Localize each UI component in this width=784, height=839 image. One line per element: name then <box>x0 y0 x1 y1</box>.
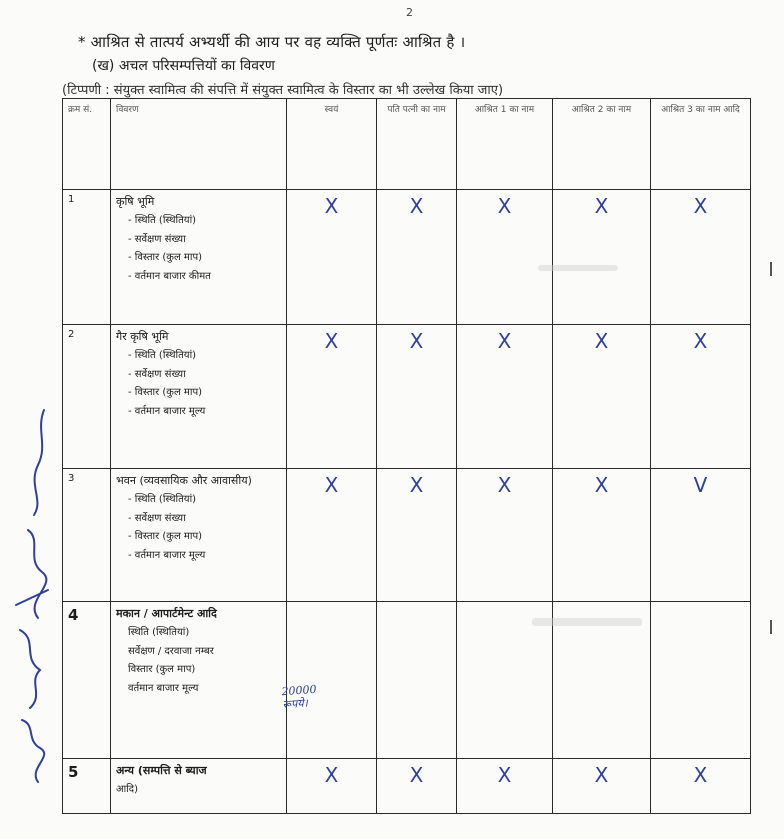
mark-dependent-3: X <box>651 325 751 469</box>
row-description <box>111 602 287 759</box>
scan-edge-mark <box>770 262 772 276</box>
row-item: - सर्वेक्षण संख्या <box>128 512 186 524</box>
row-item: विस्तार (कुल माप) <box>128 664 196 675</box>
row-serial: 2 <box>63 325 111 469</box>
row-item: - सर्वेक्षण संख्या <box>128 368 186 380</box>
row-title: अन्य (सम्पत्ति से ब्याज <box>116 764 207 777</box>
row-serial: 1 <box>63 190 111 325</box>
mark-dependent-1: X <box>457 469 553 602</box>
scan-smudge <box>538 265 618 271</box>
row-description <box>111 190 287 325</box>
mark-dependent-2: X <box>553 325 651 469</box>
row-item: - वर्तमान बाजार कीमत <box>128 270 211 282</box>
header-description: विवरण <box>111 99 287 190</box>
row-item: सर्वेक्षण / दरवाजा नम्बर <box>128 645 214 657</box>
row-item: - स्थिति (स्थितियां) <box>128 350 197 361</box>
mark-spouse <box>377 602 457 759</box>
table-row <box>63 190 751 325</box>
mark-dependent-2: X <box>553 469 651 602</box>
mark-self: X <box>287 190 377 325</box>
header-serial: क्रम सं. <box>63 99 111 190</box>
dependent-note: * आश्रित से तात्पर्य अभ्यर्थी की आय पर वह व्यक्ति पूर्णतः आश्रित है । <box>78 33 466 51</box>
row-description <box>111 325 287 469</box>
immovable-assets-table <box>62 98 751 814</box>
mark-dependent-1: X <box>457 759 553 814</box>
table-row <box>63 325 751 469</box>
handwritten-value <box>281 683 318 712</box>
handwritten-value-unit: रूपये। <box>282 696 309 712</box>
mark-dependent-2: X <box>553 190 651 325</box>
table-header-row <box>63 99 751 190</box>
row-title: कृषि भूमि <box>116 195 155 208</box>
row-item: - विस्तार (कुल माप) <box>128 387 203 398</box>
row-item: - वर्तमान बाजार मूल्य <box>128 549 206 561</box>
mark-spouse: X <box>377 469 457 602</box>
mark-self: X <box>287 469 377 602</box>
row-item: स्थिति (स्थितियां) <box>128 627 190 638</box>
scan-smudge <box>532 618 642 626</box>
row-item: - विस्तार (कुल माप) <box>128 252 203 263</box>
mark-dependent-1: X <box>457 190 553 325</box>
mark-spouse: X <box>377 325 457 469</box>
mark-self <box>287 602 377 759</box>
row-item: - वर्तमान बाजार मूल्य <box>128 405 206 417</box>
mark-spouse: X <box>377 190 457 325</box>
row-serial: 3 <box>63 469 111 602</box>
row-item: - विस्तार (कुल माप) <box>128 531 203 542</box>
header-dependent-1: आश्रित 1 का नाम <box>457 99 553 190</box>
header-dependent-2: आश्रित 2 का नाम <box>553 99 651 190</box>
header-self: स्वयं <box>287 99 377 190</box>
row-serial: 5 <box>63 759 111 814</box>
section-title: (ख) अचल परिसम्पत्तियों का विवरण <box>92 58 275 74</box>
mark-self: X <box>287 759 377 814</box>
mark-dependent-3: X <box>651 190 751 325</box>
mark-self: X <box>287 325 377 469</box>
table-row <box>63 602 751 759</box>
row-title: मकान / आपार्टमेन्ट आदि <box>116 607 217 620</box>
header-spouse: पति पत्नी का नाम <box>377 99 457 190</box>
row-description <box>111 759 287 814</box>
row-item: आदि) <box>116 784 139 795</box>
handwritten-value-amount: 20000 <box>281 682 317 699</box>
table-row <box>63 469 751 602</box>
row-title: गैर कृषि भूमि <box>116 330 169 343</box>
scan-edge-mark <box>770 620 772 634</box>
mark-dependent-2: X <box>553 759 651 814</box>
row-item: - स्थिति (स्थितियां) <box>128 215 197 226</box>
mark-dependent-1: X <box>457 325 553 469</box>
row-item: वर्तमान बाजार मूल्य <box>128 682 199 694</box>
handwritten-signature-icon <box>8 390 58 790</box>
mark-spouse: X <box>377 759 457 814</box>
row-item: - स्थिति (स्थितियां) <box>128 494 197 505</box>
header-dependent-3: आश्रित 3 का नाम आदि <box>651 99 751 190</box>
page-number: 2 <box>406 6 413 19</box>
row-description <box>111 469 287 602</box>
mark-dependent-3: X <box>651 759 751 814</box>
table-row <box>63 759 751 814</box>
row-serial: 4 <box>63 602 111 759</box>
mark-dependent-3 <box>651 602 751 759</box>
mark-dependent-3: V <box>651 469 751 602</box>
row-title: भवन (व्यवसायिक और आवासीय) <box>116 474 252 487</box>
row-item: - सर्वेक्षण संख्या <box>128 233 186 245</box>
remark-note: (टिप्पणी : संयुक्त स्वामित्व की संपत्ति में संयुक्त स्वामित्व के विस्तार का भी उल्लेख किया जाए) <box>62 83 504 98</box>
